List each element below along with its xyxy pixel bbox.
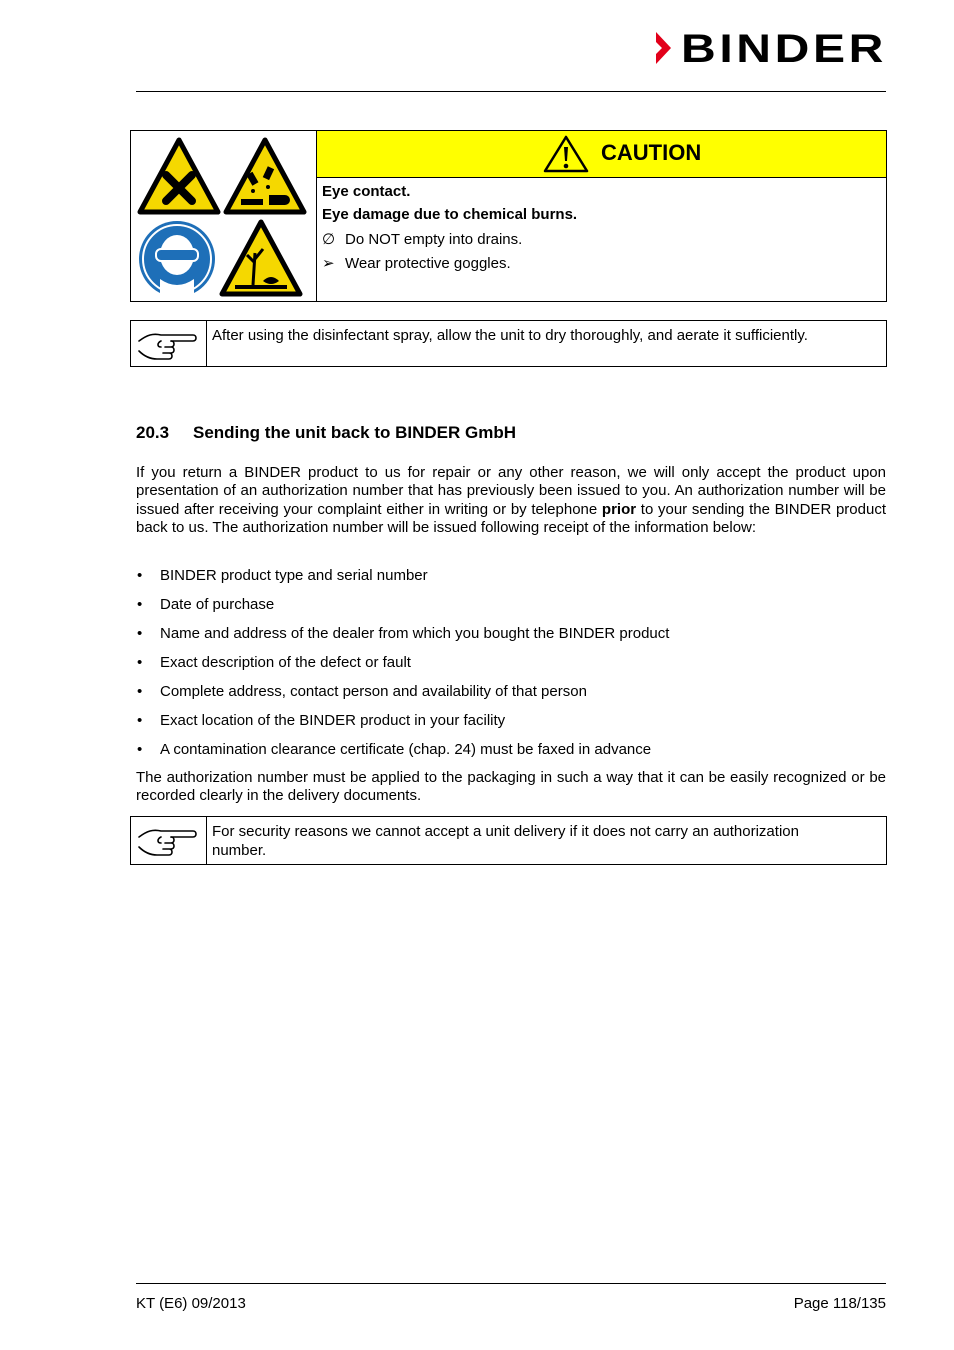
note-box-authorization xyxy=(130,816,887,865)
section-heading xyxy=(136,423,516,443)
intro-bold-prior: prior xyxy=(601,500,637,518)
hand-cell xyxy=(131,817,207,864)
binder-logo xyxy=(653,30,889,66)
closing-paragraph: The authorization number must be applied to the packaging in such a way that it can be easily recognized or be recorded clearly in the delivery documents. xyxy=(136,769,886,805)
arrow-symbol: ➢ xyxy=(322,255,335,272)
list-item-text: A contamination clearance certificate (chap. 24) must be faxed in advance xyxy=(160,741,652,758)
exclamation-warning-icon xyxy=(543,135,589,173)
prohibition-symbol: ∅ xyxy=(322,231,336,248)
prohibition-text: Do NOT empty into drains. xyxy=(345,231,523,248)
list-item: • Date of purchase xyxy=(137,596,275,613)
list-item-text: Name and address of the dealer from which you bought the BINDER product xyxy=(160,625,670,642)
list-item-text: BINDER product type and serial number xyxy=(160,567,428,584)
pointing-hand-icon xyxy=(137,329,199,363)
hand-cell xyxy=(131,321,207,366)
caution-banner xyxy=(317,131,886,178)
list-item-text: Date of purchase xyxy=(160,596,275,613)
list-item-text: Exact description of the defect or fault xyxy=(160,654,411,671)
list-item: • Exact description of the defect or fault xyxy=(137,654,411,671)
note-text-authorization: For security reasons we cannot accept a unit delivery if it does not carry an authorization number. xyxy=(212,823,799,859)
logo-text: BINDER xyxy=(681,30,887,66)
intro-paragraph xyxy=(136,464,886,538)
list-item: • BINDER product type and serial number xyxy=(137,567,428,584)
intro-text-1: If you return a BINDER product to us for repair or any other reason, we will only accept the product upon presentation of an authorization number that has previously been issued to you. An authorization number will be issued after receiving your complaint either in writing or by telephone xyxy=(136,464,886,518)
footer-rule xyxy=(136,1283,886,1284)
section-number: 20.3 xyxy=(136,423,170,442)
hazard-icons xyxy=(131,131,317,301)
caution-instruction xyxy=(322,254,511,272)
environment-hazard-icon xyxy=(219,219,303,297)
footer-page-number: Page 118/135 xyxy=(793,1295,886,1312)
caution-hazard: Eye contact. xyxy=(322,183,411,200)
goggles-mandatory-icon xyxy=(137,219,217,299)
section-title: Sending the unit back to BINDER GmbH xyxy=(193,423,517,442)
caution-consequence: Eye damage due to chemical burns. xyxy=(322,206,578,223)
header-rule xyxy=(136,91,886,92)
list-item: • Complete address, contact person and availability of that person xyxy=(137,683,587,700)
list-item: • Name and address of the dealer from which you bought the BINDER product xyxy=(137,625,670,642)
list-item-text: Complete address, contact person and availability of that person xyxy=(160,683,587,700)
harmful-warning-icon xyxy=(137,137,221,215)
caution-prohibition xyxy=(322,230,522,248)
list-item: • A contamination clearance certificate (chap. 24) must be faxed in advance xyxy=(137,741,652,758)
instruction-text: Wear protective goggles. xyxy=(345,255,511,272)
corrosive-warning-icon xyxy=(223,137,307,215)
pointing-hand-icon xyxy=(137,825,199,859)
list-item: • Exact location of the BINDER product in your facility xyxy=(137,712,506,729)
note-box-disinfectant xyxy=(130,320,887,367)
caution-box xyxy=(130,130,887,302)
intro-text-2: to your sending the BINDER product back to us. The authorization number will be issued following receipt of the information below: xyxy=(136,500,886,537)
footer-document-id: KT (E6) 09/2013 xyxy=(136,1295,246,1312)
note-text-disinfectant: After using the disinfectant spray, allow the unit to dry thoroughly, and aerate it sufficiently. xyxy=(212,327,808,344)
caution-title: CAUTION xyxy=(601,140,702,165)
list-item-text: Exact location of the BINDER product in your facility xyxy=(160,712,506,729)
